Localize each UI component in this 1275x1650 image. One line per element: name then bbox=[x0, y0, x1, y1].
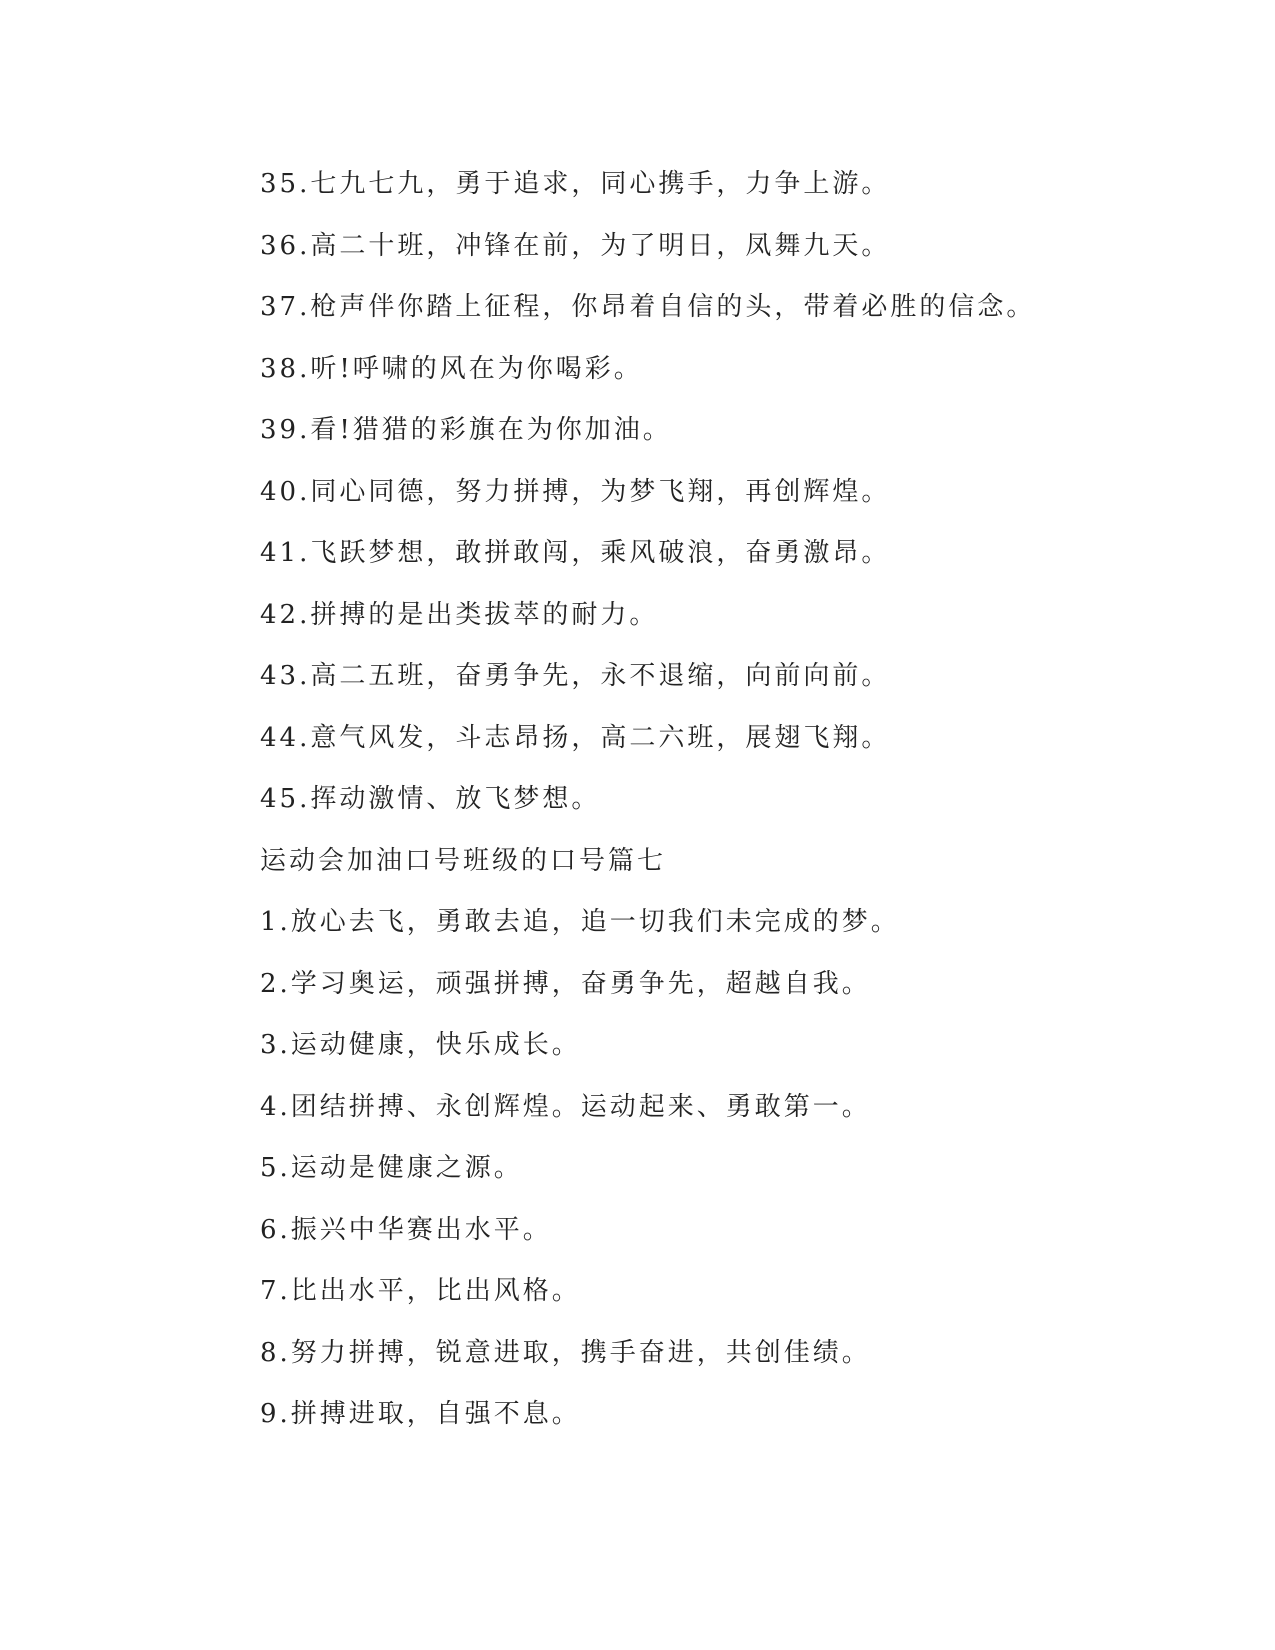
slogan-line-5: 5.运动是健康之源。 bbox=[260, 1153, 523, 1183]
slogan-line-8: 8.努力拼搏，锐意进取，携手奋进，共创佳绩。 bbox=[260, 1337, 871, 1368]
slogan-line-37: 37.枪声伴你踏上征程，你昂着自信的头，带着必胜的信念。 bbox=[260, 292, 1036, 322]
slogan-line-42: 42.拼搏的是出类拔萃的耐力。 bbox=[260, 599, 659, 630]
slogan-line-35: 35.七九七九，勇于追求，同心携手，力争上游。 bbox=[260, 169, 891, 199]
slogan-line-45: 45.挥动激情、放飞梦想。 bbox=[260, 784, 601, 814]
slogan-line-43: 43.高二五班，奋勇争先，永不退缩，向前向前。 bbox=[260, 661, 891, 691]
slogan-line-6: 6.振兴中华赛出水平。 bbox=[260, 1214, 552, 1245]
slogan-line-40: 40.同心同德，努力拼搏，为梦飞翔，再创辉煌。 bbox=[260, 476, 891, 507]
slogan-line-41: 41.飞跃梦想，敢拼敢闯，乘风破浪，奋勇激昂。 bbox=[260, 538, 891, 568]
slogan-line-44: 44.意气风发，斗志昂扬，高二六班，展翅飞翔。 bbox=[260, 722, 891, 753]
section-heading: 运动会加油口号班级的口号篇七 bbox=[260, 845, 667, 876]
document-body bbox=[260, 166, 1160, 1458]
slogan-line-3: 3.运动健康，快乐成长。 bbox=[260, 1030, 581, 1060]
slogan-line-39: 39.看!猎猎的彩旗在为你加油。 bbox=[260, 415, 672, 445]
slogan-line-36: 36.高二十班，冲锋在前，为了明日，凤舞九天。 bbox=[260, 230, 891, 261]
slogan-line-4: 4.团结拼搏、永创辉煌。运动起来、勇敢第一。 bbox=[260, 1091, 871, 1122]
slogan-line-38: 38.听!呼啸的风在为你喝彩。 bbox=[260, 353, 643, 384]
slogan-line-1: 1.放心去飞，勇敢去追，追一切我们未完成的梦。 bbox=[260, 907, 900, 937]
slogan-line-9: 9.拼搏进取，自强不息。 bbox=[260, 1399, 581, 1429]
slogan-line-2: 2.学习奥运，顽强拼搏，奋勇争先，超越自我。 bbox=[260, 968, 871, 999]
slogan-line-7: 7.比出水平，比出风格。 bbox=[260, 1276, 581, 1306]
